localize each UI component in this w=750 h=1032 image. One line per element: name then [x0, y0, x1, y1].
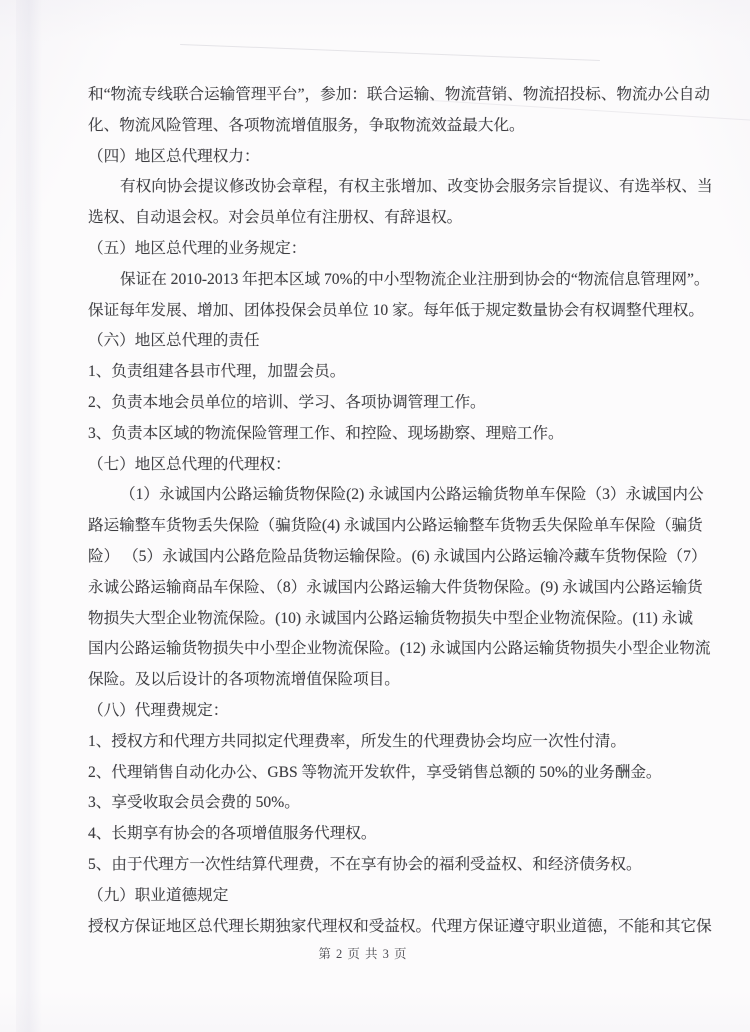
- doc-line: 有权向协会提议修改协会章程，有权主张增加、改变协会服务宗旨提议、有选举权、当: [120, 178, 713, 196]
- doc-line: 物损失大型企业物流保险。(10) 永诚国内公路运输货物损失中型企业物流保险。(11) 永诚: [88, 609, 693, 627]
- doc-section-heading: （九）职业道德规定: [88, 886, 229, 904]
- doc-line: 化、物流风险管理、各项物流增值服务，争取物流效益最大化。: [88, 116, 525, 134]
- doc-line: 保证每年发展、增加、团体投保会员单位 10 家。每年低于规定数量协会有权调整代理权。: [88, 301, 704, 319]
- doc-section-heading: （七）地区总代理的代理权：: [88, 455, 291, 473]
- document-body: [88, 80, 718, 942]
- doc-line: 保险。及以后设计的各项物流增值保险项目。: [88, 671, 400, 689]
- page-number-footer: 第 2 页 共 3 页: [318, 947, 408, 961]
- doc-list-item: 2、负责本地会员单位的培训、学习、各项协调管理工作。: [88, 393, 486, 411]
- doc-line: （1）永诚国内公路运输货物保险(2) 永诚国内公路运输货物单车保险（3）永诚国内公: [120, 486, 704, 504]
- doc-list-item: 1、授权方和代理方共同拟定代理费率，所发生的代理费协会均应一次性付清。: [88, 732, 626, 750]
- doc-list-item: 3、负责本区域的物流保险管理工作、和控险、现场勘察、理赔工作。: [88, 424, 564, 442]
- doc-section-heading: （五）地区总代理的业务规定：: [88, 239, 307, 257]
- doc-list-item: 2、代理销售自动化办公、GBS 等物流开发软件，享受销售总额的 50%的业务酬金。: [88, 763, 662, 781]
- doc-section-heading: （四）地区总代理权力：: [88, 147, 260, 165]
- doc-line: 路运输整车货物丢失保险（骗货险(4) 永诚国内公路运输整车货物丢失保险单车保险（骗货: [88, 517, 703, 535]
- doc-line: 选权、自动退会权。对会员单位有注册权、有辞退权。: [88, 209, 463, 227]
- doc-line: 国内公路运输货物损失中小型企业物流保险。(12) 永诚国内公路运输货物损失小型企业物流: [88, 640, 711, 658]
- scan-edge-shadow: [16, 0, 42, 1032]
- doc-line: 授权方保证地区总代理长期独家代理权和受益权。代理方保证遵守职业道德，不能和其它保: [88, 917, 712, 935]
- doc-line: 保证在 2010-2013 年把本区域 70%的中小型物流企业注册到协会的“物流信息管理网”。: [120, 270, 710, 288]
- doc-line: 险） （5）永诚国内公路危险品货物运输保险。(6) 永诚国内公路运输冷藏车货物保险（7）: [88, 547, 707, 565]
- scan-crease-artifact: [180, 44, 600, 61]
- doc-line: 永诚公路运输商品车保险、（8）永诚国内公路运输大件货物保险。(9) 永诚国内公路运输货: [88, 578, 703, 596]
- doc-list-item: 5、由于代理方一次性结算代理费，不在享有协会的福利受益权、和经济债务权。: [88, 855, 642, 873]
- doc-list-item: 4、长期享有协会的各项增值服务代理权。: [88, 825, 377, 843]
- doc-section-heading: （六）地区总代理的责任: [88, 332, 260, 350]
- doc-section-heading: （八）代理费规定：: [88, 701, 229, 719]
- doc-list-item: 1、负责组建各县市代理，加盟会员。: [88, 363, 346, 381]
- doc-list-item: 3、享受收取会员会费的 50%。: [88, 794, 300, 812]
- doc-line: 和“物流专线联合运输管理平台”，参加：联合运输、物流营销、物流招投标、物流办公自动: [88, 86, 710, 103]
